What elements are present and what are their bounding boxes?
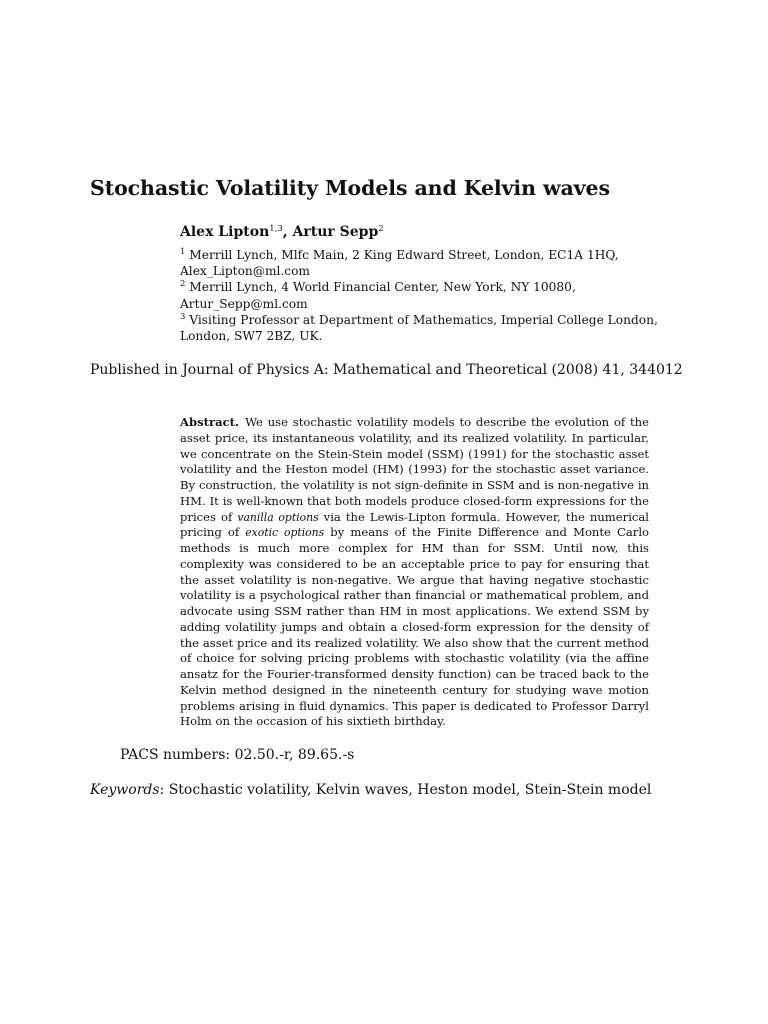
affiliation-address	[180, 247, 620, 263]
affiliation-list	[180, 247, 658, 344]
affiliation-mark: 3	[180, 311, 186, 322]
keywords	[90, 782, 651, 798]
author-separator: ,	[282, 224, 293, 240]
abstract-emphasis: vanilla options	[237, 510, 319, 524]
affiliation-item	[180, 247, 620, 279]
affiliation-address-text: Merrill Lynch, 4 World Financial Center, New York, NY 10080,	[189, 280, 576, 295]
author-list	[180, 224, 384, 240]
affiliation-address-continued: London, SW7 2BZ, UK.	[180, 329, 323, 344]
abstract-text: by means of the Finite Difference and Monte Carlo methods is much more complex for HM than for SSM. Until now, this complexity was considered to be an acceptable price to pay for ensuring that the asset volatility is non-negative. We argue that having negative stochastic volatility is a psychological rather than financial or mathematical problem, and advocate using SSM rather than HM in most applications. We extend SSM by adding volatility jumps and obtain a closed-form expression for the density of the asset price and its realized volatility. We also show that the current method of choice for solving pricing problems with stochastic volatility (via the affine ansatz for the Fourier-transformed density function) can be traced back to the Kelvin method designed in the nineteenth century for studying wave motion problems arising in fluid dynamics. This paper is dedicated to Professor Darryl Holm on the occasion of his sixtieth birthday.	[180, 525, 650, 729]
author-name: Alex Lipton	[180, 224, 270, 240]
abstract	[180, 415, 649, 730]
abstract-text: We use stochastic volatility models to describe the evolution of the asset price, its instantaneous volatility, and its realized volatility. In particular, we concentrate on the Stein-Stein model (SSM) (1991) for the stochastic asset volatility and the Heston model (HM) (1993) for the stochastic asset variance. By construction, the volatility is not sign-definite in SSM and is non-negative in HM. It is well-known that both models produce closed-form expressions for the prices of	[180, 415, 649, 524]
affiliation-address	[180, 279, 620, 295]
affiliation-email: Alex_Lipton@ml.com	[180, 264, 310, 279]
affiliation-mark: 1	[180, 247, 186, 257]
author-affiliation-mark: 1,3	[269, 224, 283, 234]
pacs-numbers: PACS numbers: 02.50.-r, 89.65.-s	[120, 747, 355, 763]
affiliation-mark: 2	[180, 279, 186, 290]
author-name: Artur Sepp	[292, 224, 379, 240]
abstract-heading: Abstract.	[180, 415, 240, 429]
affiliation-email: Artur_Sepp@ml.com	[180, 296, 308, 311]
affiliation-address-text: Merrill Lynch, Mlfc Main, 2 King Edward Street, London, EC1A 1HQ,	[189, 248, 619, 262]
publication-note: Published in Journal of Physics A: Mathematical and Theoretical (2008) 41, 344012	[90, 362, 683, 378]
affiliation-address-text: Visiting Professor at Department of Mathematics, Imperial College London,	[189, 312, 658, 327]
abstract-emphasis: exotic options	[245, 526, 325, 540]
keywords-text: : Stochastic volatility, Kelvin waves, Heston model, Stein-Stein model	[159, 782, 652, 798]
affiliation-item	[180, 279, 620, 311]
affiliation-address	[180, 311, 658, 328]
abstract-text: via the Lewis-Lipton formula. However, the numerical pricing of	[180, 509, 650, 540]
author-affiliation-mark: 2	[378, 224, 384, 234]
paper-title: Stochastic Volatility Models and Kelvin waves	[90, 176, 610, 200]
affiliation-item	[180, 311, 658, 344]
keywords-label: Keywords	[90, 782, 160, 798]
